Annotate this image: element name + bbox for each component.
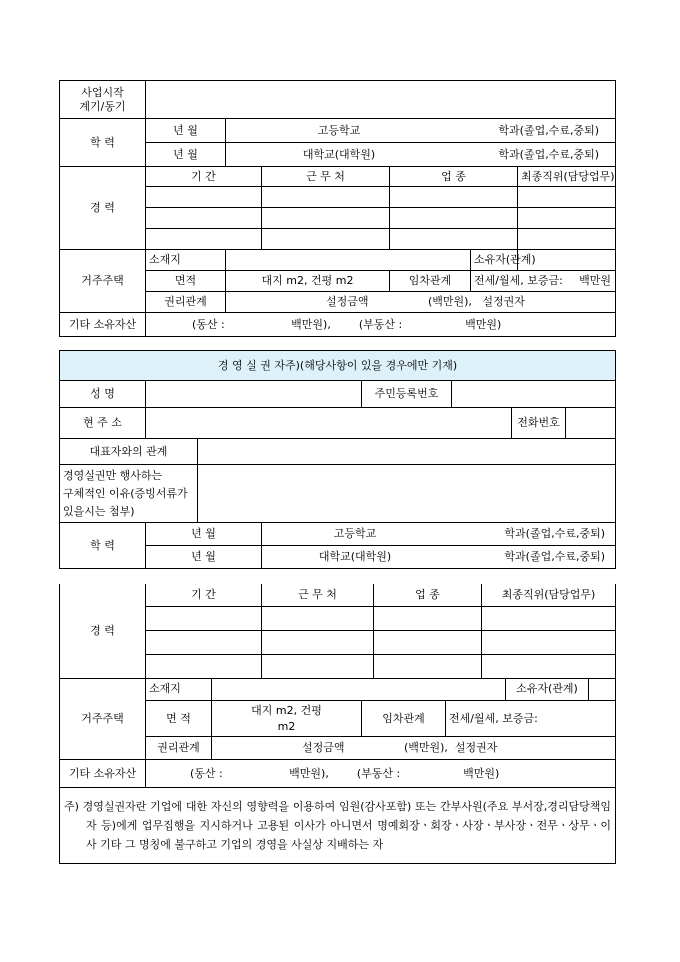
actual-manager-career-table: [59, 584, 616, 679]
career-cell[interactable]: [262, 654, 374, 678]
rights-label: 권리관계: [146, 737, 212, 760]
lease-text: 전세/월세, 보증금:: [474, 274, 563, 287]
career-cell[interactable]: [262, 229, 390, 250]
motive-label: 사업시작 계기/동기: [60, 81, 146, 119]
career-cell[interactable]: [482, 630, 616, 654]
edu-date-2[interactable]: 년 월: [146, 143, 226, 167]
career-cell[interactable]: [146, 229, 262, 250]
career-cell[interactable]: [262, 208, 390, 229]
edu-row-2[interactable]: [262, 546, 616, 569]
area-label: 면 적: [146, 701, 212, 737]
location-field[interactable]: [226, 250, 471, 271]
owner-label: 소유자(관계): [471, 250, 518, 271]
actual-manager-table: [59, 350, 616, 569]
rights-field[interactable]: 설정금액 (백만원), 설정권자: [212, 737, 616, 760]
career-cell[interactable]: [390, 229, 518, 250]
rights-field[interactable]: 설정금액 (백만원), 설정권자: [226, 292, 616, 313]
career-cell[interactable]: [518, 229, 616, 250]
career-cell[interactable]: [262, 606, 374, 630]
career-cell[interactable]: [482, 606, 616, 630]
career-cell[interactable]: [482, 654, 616, 678]
other-assets-label: 기타 소유자산: [60, 760, 146, 788]
career-cell[interactable]: [390, 187, 518, 208]
career-cell[interactable]: [146, 606, 262, 630]
career-cell[interactable]: [374, 654, 482, 678]
lease-label: 임차관계: [390, 271, 471, 292]
other-assets-field[interactable]: (동산 : 백만원), (부동산 : 백만원): [146, 313, 616, 337]
edu-dept-1: 학과(졸업,수료,중퇴): [504, 527, 605, 540]
edu-date-1[interactable]: 년 월: [146, 523, 262, 546]
career-cell[interactable]: [262, 630, 374, 654]
edu-row-1[interactable]: [226, 119, 616, 143]
career-header-period: 기 간: [146, 584, 262, 606]
career-cell[interactable]: [390, 208, 518, 229]
education-label: 학 력: [60, 119, 146, 167]
land-building-field[interactable]: 대지 m2, 건평 m2: [212, 701, 362, 737]
lease-label: 임차관계: [362, 701, 446, 737]
edu-dept-2: 학과(졸업,수료,중퇴): [498, 147, 599, 161]
reason-field[interactable]: [198, 465, 616, 523]
career-header-industry: 업 종: [374, 584, 482, 606]
career-label: 경 력: [60, 167, 146, 250]
career-label: 경 력: [60, 584, 146, 678]
address-label: 현 주 소: [60, 408, 146, 439]
location-label: 소재지: [146, 678, 212, 701]
edu-school-1: 고등학교: [333, 527, 377, 540]
edu-school-2: 대학교(대학원): [302, 147, 376, 161]
career-cell[interactable]: [374, 630, 482, 654]
relation-label: 대표자와의 관계: [60, 439, 198, 465]
reason-label: 경영실권만 행사하는 구체적인 이유(증빙서류가 있을시는 첨부): [60, 465, 198, 523]
lease-unit: 백만원: [579, 274, 611, 287]
career-header-period: 기 간: [146, 167, 262, 187]
career-cell[interactable]: [146, 654, 262, 678]
motive-field[interactable]: [146, 81, 616, 119]
career-cell[interactable]: [146, 630, 262, 654]
career-header-workplace: 근 무 처: [262, 584, 374, 606]
name-field[interactable]: [146, 381, 362, 408]
edu-dept-1: 학과(졸업,수료,중퇴): [498, 123, 599, 137]
career-cell[interactable]: [146, 187, 262, 208]
applicant-info-table: [59, 80, 616, 337]
career-header-position: 최종직위(담당업무): [518, 167, 616, 187]
name-label: 성 명: [60, 381, 146, 408]
location-label: 소재지: [146, 250, 226, 271]
edu-row-2[interactable]: [226, 143, 616, 167]
education-label: 학 력: [60, 523, 146, 569]
other-assets-label: 기타 소유자산: [60, 313, 146, 337]
career-header-workplace: 근 무 처: [262, 167, 390, 187]
id-label: 주민등록번호: [362, 381, 452, 408]
relation-field[interactable]: [198, 439, 616, 465]
location-field[interactable]: [212, 678, 506, 701]
residence-label: 거주주택: [60, 250, 146, 313]
career-cell[interactable]: [146, 208, 262, 229]
edu-date-2[interactable]: 년 월: [146, 546, 262, 569]
lease-field[interactable]: [471, 271, 616, 292]
footnote-text: 주) 경영실권자란 기업에 대한 자신의 영향력을 이용하여 임원(감사포함) 또는 간부사원(주요 부서장,경리담당책임자 등)에게 업무집행을 지시하거나 고용된 이사가 아니면서 명예회장ㆍ회장ㆍ사장ㆍ부사장ㆍ전무ㆍ상무ㆍ이사 기타 그 명칭에 불구하고 기업의 경영을 사실상 지배하는 자: [64, 800, 611, 851]
id-field[interactable]: [452, 381, 616, 408]
phone-label: 전화번호: [512, 408, 566, 439]
career-cell[interactable]: [518, 187, 616, 208]
owner-label: 소유자(관계): [506, 678, 589, 700]
actual-manager-residence-table: [59, 678, 616, 864]
edu-school-1: 고등학교: [317, 123, 361, 137]
career-header-industry: 업 종: [390, 167, 518, 187]
rights-label: 권리관계: [146, 292, 226, 313]
career-cell[interactable]: [518, 208, 616, 229]
edu-row-1[interactable]: [262, 523, 616, 546]
area-label: 면적: [146, 271, 226, 292]
lease-text: 전세/월세, 보증금:: [449, 711, 538, 725]
edu-date-1[interactable]: 년 월: [146, 119, 226, 143]
career-header-position: 최종직위(담당업무): [482, 584, 616, 606]
address-field[interactable]: [146, 408, 512, 439]
edu-school-2: 대학교(대학원): [318, 550, 392, 563]
footnote: [60, 788, 616, 864]
owner-cell[interactable]: [506, 678, 616, 701]
phone-field[interactable]: [566, 408, 616, 439]
edu-dept-2: 학과(졸업,수료,중퇴): [504, 550, 605, 563]
career-cell[interactable]: [262, 187, 390, 208]
land-building-field[interactable]: 대지 m2, 건평 m2: [226, 271, 390, 292]
career-cell[interactable]: [374, 606, 482, 630]
section-header: 경 영 실 권 자주)(해당사항이 있을 경우에만 기재): [60, 351, 616, 381]
lease-field[interactable]: [446, 701, 616, 737]
residence-label: 거주주택: [60, 678, 146, 760]
other-assets-field[interactable]: (동산 : 백만원), (부동산 : 백만원): [146, 760, 616, 788]
